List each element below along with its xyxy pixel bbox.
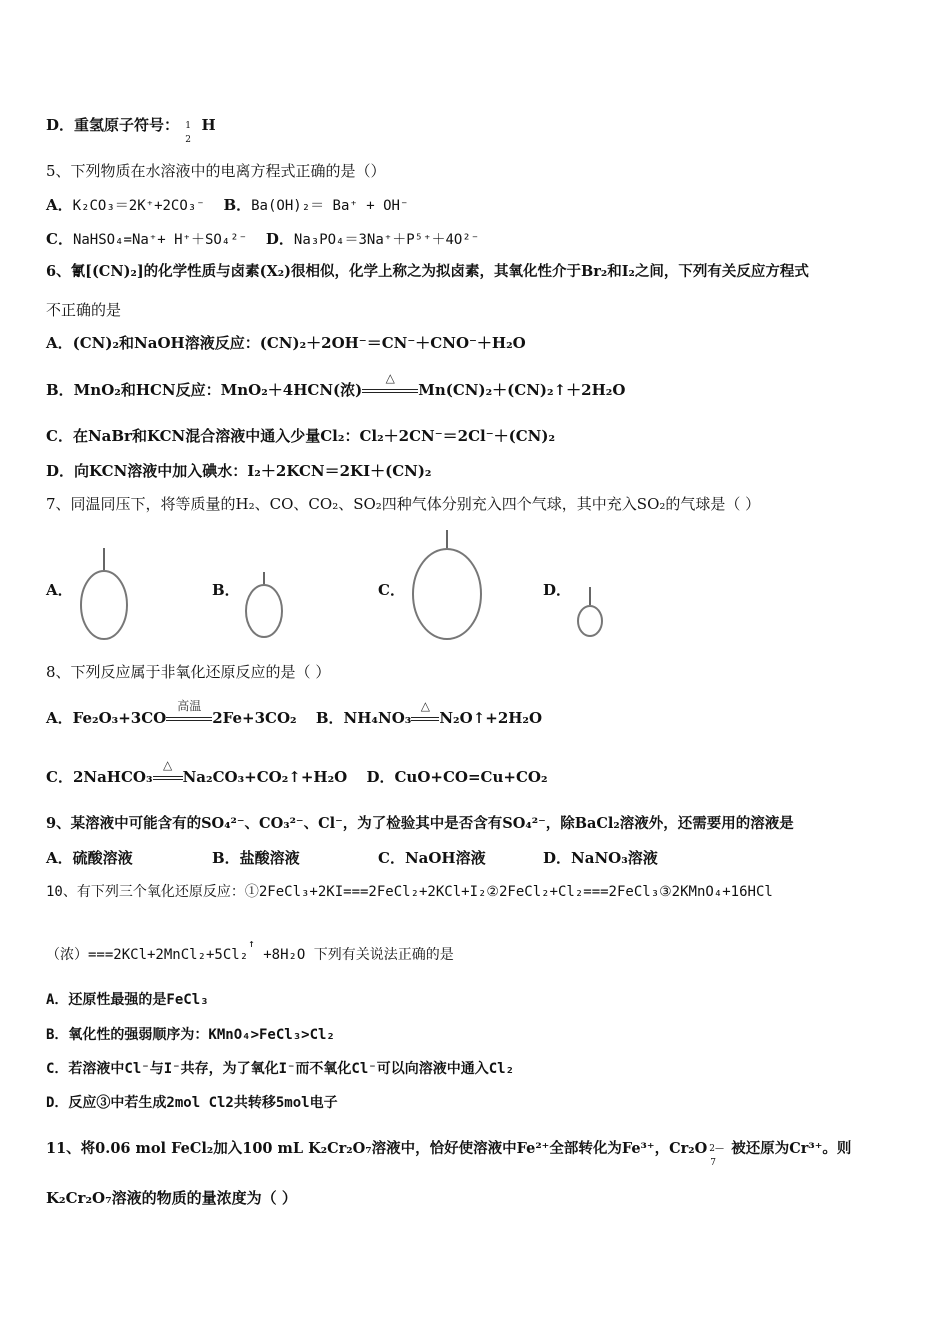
q6-b-right: Mn(CN)₂＋(CN)₂↑＋2H₂O: [418, 381, 626, 399]
balloon-d-icon: [576, 587, 606, 639]
heat-condition-icon: △: [162, 758, 173, 772]
isotope-proton: 2: [185, 135, 191, 145]
q5-b-label: B．: [223, 196, 252, 214]
q6-b-left: B．MnO₂和HCN反应：MnO₂＋4HCN(浓): [46, 381, 363, 399]
reaction-equals-sign: [362, 371, 418, 398]
q11-stem-line1: [46, 1139, 852, 1168]
reaction-equals-sign: [153, 758, 183, 785]
q5-a-text: K₂CO₃＝2K⁺+2CO₃⁻: [72, 198, 205, 214]
q8-c-right: Na₂CO₃+CO₂↑+H₂O: [182, 768, 348, 786]
q8-stem: 8、下列反应属于非氧化还原反应的是（ ）: [46, 663, 331, 681]
q10-option-d: D．反应③中若生成2mol Cl2共转移5mol电子: [46, 1095, 338, 1111]
q6-option-c: C．在NaBr和KCN混合溶液中通入少量Cl₂：Cl₂＋2CN⁻＝2Cl⁻＋(CN)₂: [46, 427, 556, 445]
q5-c-label: C．: [46, 230, 73, 248]
q8-b-right: N₂O↑+2H₂O: [439, 709, 543, 727]
q9-option-b: B．盐酸溶液: [212, 849, 300, 867]
q7-option-a-label: A．: [46, 581, 73, 599]
q8-options-ab: [46, 699, 543, 728]
q5-c-text: NaHSO₄=Na⁺+ H⁺＋SO₄²⁻: [72, 232, 248, 248]
q4-d-label: D．重氢原子符号：: [46, 116, 180, 134]
q9-stem: 9、某溶液中可能含有的SO₄²⁻、CO₃²⁻、Cl⁻，为了检验其中是否含有SO₄²⁻，除BaCl₂溶液外，还需要用的溶液是: [46, 815, 794, 832]
q6-stem-line2: 不正确的是: [46, 301, 122, 319]
balloon-c-icon: [410, 530, 484, 642]
q5-options-cd: [46, 229, 479, 250]
q10-stem-line2: [46, 937, 454, 966]
balloon-b-icon: [243, 572, 285, 640]
gas-arrow-icon: ↑: [248, 937, 255, 950]
heat-condition-icon: △: [420, 699, 430, 713]
q10-stem-line1: 10、有下列三个氧化还原反应：①2FeCl₃+2KI===2FeCl₂+2KCl+I₂②2FeCl₂+Cl₂===2FeCl₃③2KMnO₄+16HCl: [46, 884, 773, 900]
q5-stem: 5、下列物质在水溶液中的电离方程式正确的是（）: [46, 162, 386, 180]
ion-subscript: 7: [710, 1158, 716, 1168]
ion-charge: 2—: [709, 1144, 724, 1154]
heat-condition-icon: △: [385, 371, 395, 385]
q8-d: D．CuO+CO=Cu+CO₂: [366, 768, 548, 786]
q4-option-d: [46, 115, 216, 145]
isotope-mass: 1: [185, 121, 191, 131]
q9-option-a: A．硫酸溶液: [46, 849, 133, 867]
q10-line2-b: +8H₂O 下列有关说法正确的是: [254, 947, 454, 963]
q10-option-c: C．若溶液中Cl⁻与I⁻共存，为了氧化I⁻而不氧化Cl⁻可以向溶液中通入Cl₂: [46, 1061, 515, 1077]
q8-a-left: A．Fe₂O₃+3CO: [46, 709, 167, 727]
q9-option-d: D．NaNO₃溶液: [543, 849, 658, 867]
reaction-equals-sign: [166, 699, 212, 726]
q10-line2-a: （浓）===2KCl+2MnCl₂+5Cl₂: [46, 947, 249, 963]
q11-line1-a: 11、将0.06 mol FeCl₂加入100 mL K₂Cr₂O₇溶液中，恰好使溶液中Fe²⁺全部转化为Fe³⁺，Cr₂O: [46, 1140, 708, 1157]
q5-a-label: A．: [46, 196, 73, 214]
q5-d-text: Na₃PO₄＝3Na⁺＋P⁵⁺＋4O²⁻: [293, 232, 480, 248]
q8-options-cd: [46, 758, 548, 787]
q5-options-ab: [46, 195, 408, 216]
q7-option-c-label: C．: [378, 581, 405, 599]
reaction-equals-sign: [411, 699, 439, 726]
q5-d-label: D．: [265, 230, 294, 248]
q6-option-a: A．(CN)₂和NaOH溶液反应：(CN)₂＋2OH⁻＝CN⁻＋CNO⁻＋H₂O: [46, 334, 526, 352]
q8-a-right: 2Fe+3CO₂: [212, 709, 297, 727]
q6-option-b: [46, 371, 626, 400]
q5-b-text: Ba(OH)₂＝ Ba⁺ + OH⁻: [251, 198, 409, 214]
q8-b-left: B．NH₄NO₃: [315, 709, 412, 727]
q10-option-b: B．氧化性的强弱顺序为：KMnO₄>FeCl₃>Cl₂: [46, 1027, 335, 1043]
isotope-symbol: H: [201, 116, 216, 134]
balloon-a-icon: [78, 548, 130, 642]
q11-stem-line2: K₂Cr₂O₇溶液的物质的量浓度为（ ）: [46, 1189, 297, 1207]
q11-line1-b: 被还原为Cr³⁺。则: [731, 1140, 852, 1157]
q7-option-b-label: B．: [212, 581, 240, 599]
high-temp-condition: 高温: [177, 699, 202, 713]
q7-stem: 7、同温同压下，将等质量的H₂、CO、CO₂、SO₂四种气体分别充入四个气球，其中充入SO₂的气球是（ ）: [46, 495, 761, 513]
q6-option-d: D．向KCN溶液中加入碘水：I₂＋2KCN＝2KI＋(CN)₂: [46, 462, 432, 480]
q8-c-left: C．2NaHCO₃: [46, 768, 153, 786]
q7-option-d-label: D．: [543, 581, 572, 599]
q6-stem-line1: 6、氰[(CN)₂]的化学性质与卤素(X₂)很相似，化学上称之为拟卤素，其氧化性介于Br₂和I₂之间，下列有关反应方程式: [46, 263, 809, 280]
q9-option-c: C．NaOH溶液: [378, 849, 486, 867]
q10-option-a: A．还原性最强的是FeCl₃: [46, 992, 209, 1008]
